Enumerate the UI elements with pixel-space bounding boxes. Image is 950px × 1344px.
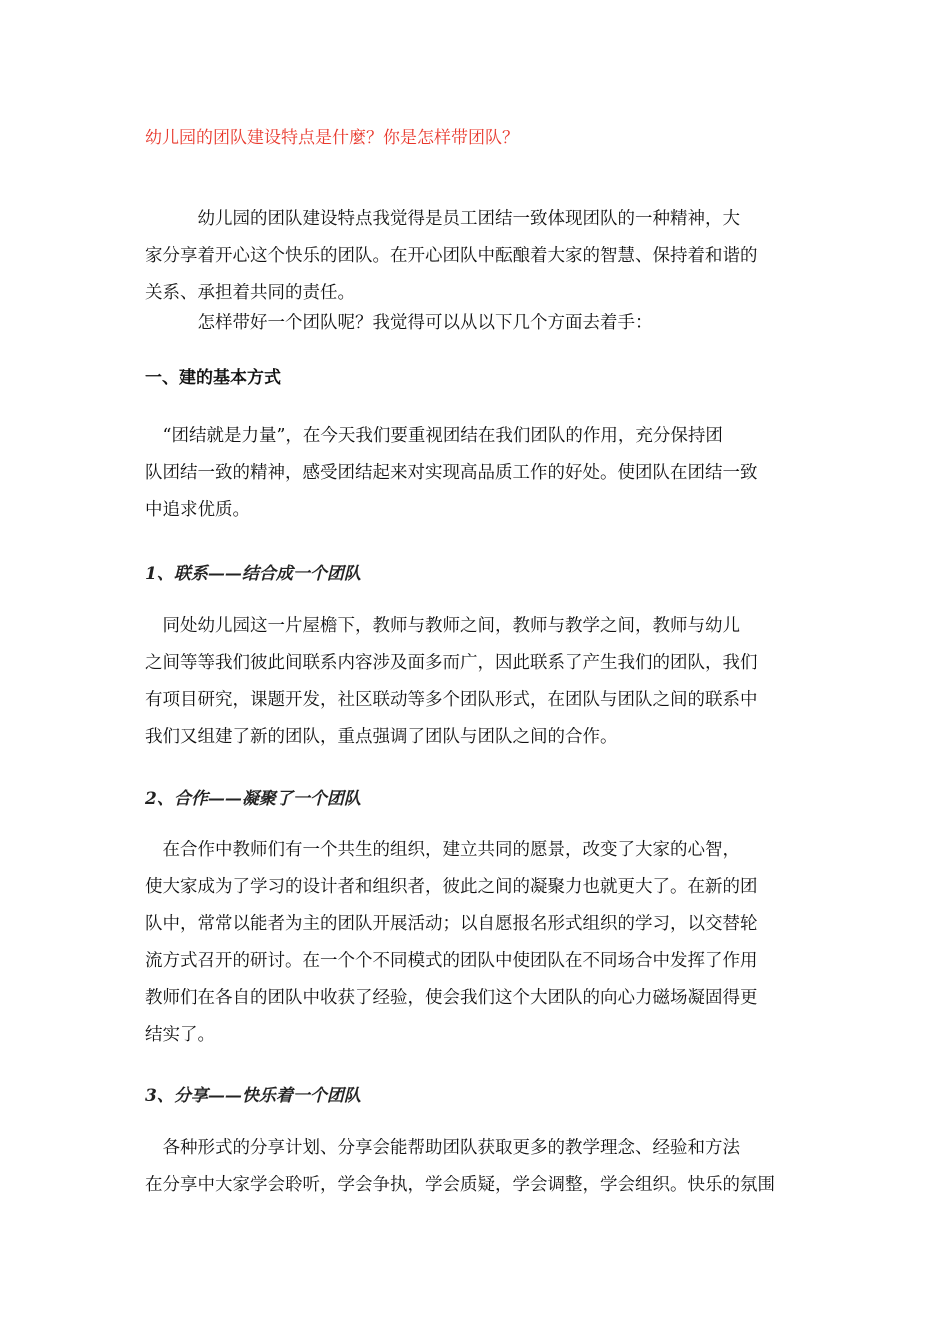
text-line: 之间等等我们彼此间联系内容涉及面多而广，因此联系了产生我们的团队，我们 [145, 653, 758, 673]
subheading-sharing: 3、分享——快乐着一个团队 [145, 1086, 361, 1106]
text-line: 我们又组建了新的团队，重点强调了团队与团队之间的合作。 [145, 727, 618, 747]
subheading-connection: 1、联系——结合成一个团队 [145, 564, 361, 584]
text-line: 队团结一致的精神，感受团结起来对实现高品质工作的好处。使团队在团结一致 [145, 463, 758, 483]
text-line: 各种形式的分享计划、分享会能帮助团队获取更多的教学理念、经验和方法 [145, 1138, 740, 1158]
text-line: 队中，常常以能者为主的团队开展活动；以自愿报名形式组织的学习，以交替轮 [145, 914, 758, 934]
howto-paragraph [145, 305, 810, 342]
text-line: 关系、承担着共同的责任。 [145, 283, 355, 303]
text-line: 怎样带好一个团队呢？我觉得可以从以下几个方面去着手： [145, 313, 653, 333]
text-line: 教师们在各自的团队中收获了经验，使会我们这个大团队的向心力磁场凝固得更 [145, 988, 758, 1008]
section-paragraph [145, 418, 810, 529]
text-line: 使大家成为了学习的设计者和组织者，彼此之间的凝聚力也就更大了。在新的团 [145, 877, 758, 897]
text-line: 家分享着开心这个快乐的团队。在开心团队中酝酿着大家的智慧、保持着和谐的 [145, 246, 758, 266]
connection-paragraph [145, 608, 810, 756]
sharing-paragraph [145, 1130, 810, 1204]
text-line: 有项目研究，课题开发，社区联动等多个团队形式，在团队与团队之间的联系中 [145, 690, 758, 710]
document-title: 幼儿园的团队建设特点是什麼？你是怎样带团队？ [145, 128, 519, 148]
text-line: “团结就是力量”，在今天我们要重视团结在我们团队的作用，充分保持团 [145, 426, 723, 446]
text-line: 在合作中教师们有一个共生的组织，建立共同的愿景，改变了大家的心智， [145, 840, 740, 860]
section-heading: 一、建的基本方式 [145, 368, 281, 388]
intro-paragraph [145, 201, 810, 312]
text-line: 流方式召开的研讨。在一个个不同模式的团队中使团队在不同场合中发挥了作用 [145, 951, 758, 971]
text-line: 中追求优质。 [145, 500, 250, 520]
subheading-cooperation: 2、合作——凝聚了一个团队 [145, 789, 361, 809]
text-line: 幼儿园的团队建设特点我觉得是员工团结一致体现团队的一种精神，大 [145, 209, 740, 229]
text-line: 同处幼儿园这一片屋檐下，教师与教师之间，教师与教学之间，教师与幼儿 [145, 616, 740, 636]
cooperation-paragraph [145, 832, 810, 1054]
text-line: 结实了。 [145, 1025, 215, 1045]
text-line: 在分享中大家学会聆听，学会争执，学会质疑，学会调整，学会组织。快乐的氛围 [145, 1175, 775, 1195]
